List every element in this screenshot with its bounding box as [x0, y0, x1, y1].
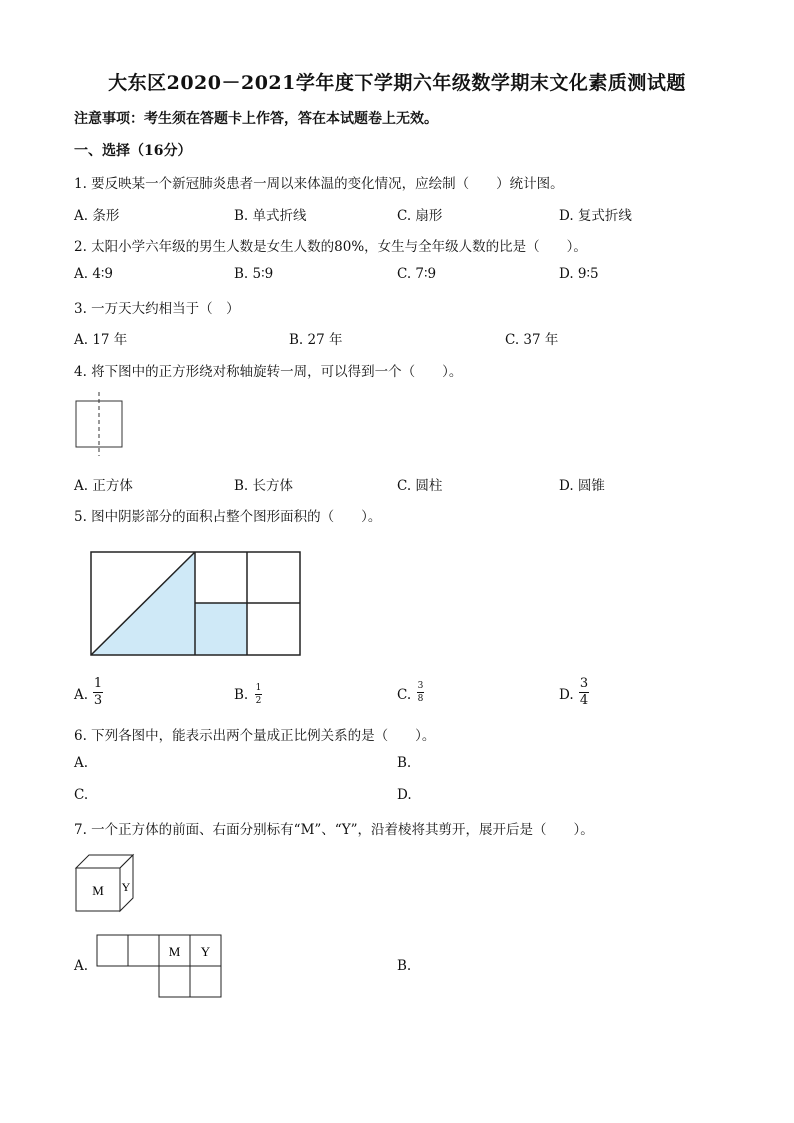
question-7-option-b: B.	[397, 958, 412, 974]
cube-front-label: M	[92, 883, 104, 898]
denominator: 8	[417, 694, 424, 704]
notice: 注意事项：考生须在答题卡上作答，答在本试题卷上无效。	[74, 111, 438, 127]
question-5-option-c-label: C.	[397, 687, 412, 703]
question-4-option-c: C. 圆柱	[397, 478, 443, 494]
net-m-label: M	[168, 944, 181, 959]
question-2-option-a: A. 4∶9	[74, 266, 114, 282]
question-7-stem: 7. 一个正方体的前面、右面分别标有“M”、“Y”，沿着棱将其剪开，展开后是（ ）。	[74, 822, 594, 838]
denominator: 2	[255, 696, 262, 706]
numerator: 3	[579, 676, 589, 691]
question-4-option-b: B. 长方体	[234, 478, 294, 494]
shaded-square	[195, 603, 247, 655]
question-2-option-c: C. 7∶9	[397, 266, 437, 282]
square-axis-figure	[74, 392, 126, 456]
numerator: 1	[255, 683, 262, 693]
cube-net-figure	[96, 934, 222, 998]
question-5-option-b-label: B.	[234, 687, 249, 703]
question-3-option-a: A. 17 年	[74, 332, 128, 348]
question-5-option-c-fraction	[417, 681, 424, 704]
question-1-stem: 1. 要反映某一个新冠肺炎患者一周以来体温的变化情况，应绘制（ ）统计图。	[74, 176, 564, 192]
question-4-option-a: A. 正方体	[74, 478, 133, 494]
question-5-option-a-fraction	[93, 677, 103, 708]
numerator: 1	[93, 676, 103, 691]
page-title: 大东区2020－2021学年度下学期六年级数学期末文化素质测试题	[108, 72, 686, 94]
shaded-area-figure	[90, 551, 302, 657]
question-2-stem: 2. 太阳小学六年级的男生人数是女生人数的80%，女生与全年级人数的比是（ ）。	[74, 239, 587, 255]
question-5-option-d-fraction	[579, 677, 589, 708]
question-1-option-a: A. 条形	[74, 208, 120, 224]
question-7-option-a: A.	[74, 958, 89, 974]
question-6-option-b: B.	[397, 755, 412, 771]
net-y-label: Y	[200, 944, 211, 959]
question-1-option-c: C. 扇形	[397, 208, 443, 224]
question-3-stem: 3. 一万天大约相当于（ ）	[74, 301, 240, 317]
cube-right-label: Y	[121, 880, 131, 894]
cube-figure	[74, 853, 136, 915]
question-3-option-b: B. 27 年	[289, 332, 343, 348]
question-6-stem: 6. 下列各图中，能表示出两个量成正比例关系的是（ ）。	[74, 728, 436, 744]
question-2-option-b: B. 5∶9	[234, 266, 274, 282]
denominator: 3	[93, 693, 103, 708]
section-heading: 一、选择（16分）	[74, 143, 192, 159]
question-1-option-b: B. 单式折线	[234, 208, 307, 224]
question-5-stem: 5. 图中阴影部分的面积占整个图形面积的（ ）。	[74, 509, 382, 525]
question-5-option-b-fraction	[255, 683, 262, 706]
question-6-option-c: C.	[74, 787, 89, 803]
question-5-option-a-label: A.	[74, 687, 89, 703]
question-1-option-d: D. 复式折线	[559, 208, 632, 224]
question-3-option-c: C. 37 年	[505, 332, 559, 348]
question-6-option-a: A.	[74, 755, 89, 771]
question-4-option-d: D. 圆锥	[559, 478, 605, 494]
question-5-option-d-label: D.	[559, 687, 574, 703]
numerator: 3	[417, 681, 424, 691]
question-2-option-d: D. 9∶5	[559, 266, 599, 282]
question-4-stem: 4. 将下图中的正方形绕对称轴旋转一周，可以得到一个（ ）。	[74, 364, 463, 380]
question-6-option-d: D.	[397, 787, 412, 803]
denominator: 4	[579, 693, 589, 708]
